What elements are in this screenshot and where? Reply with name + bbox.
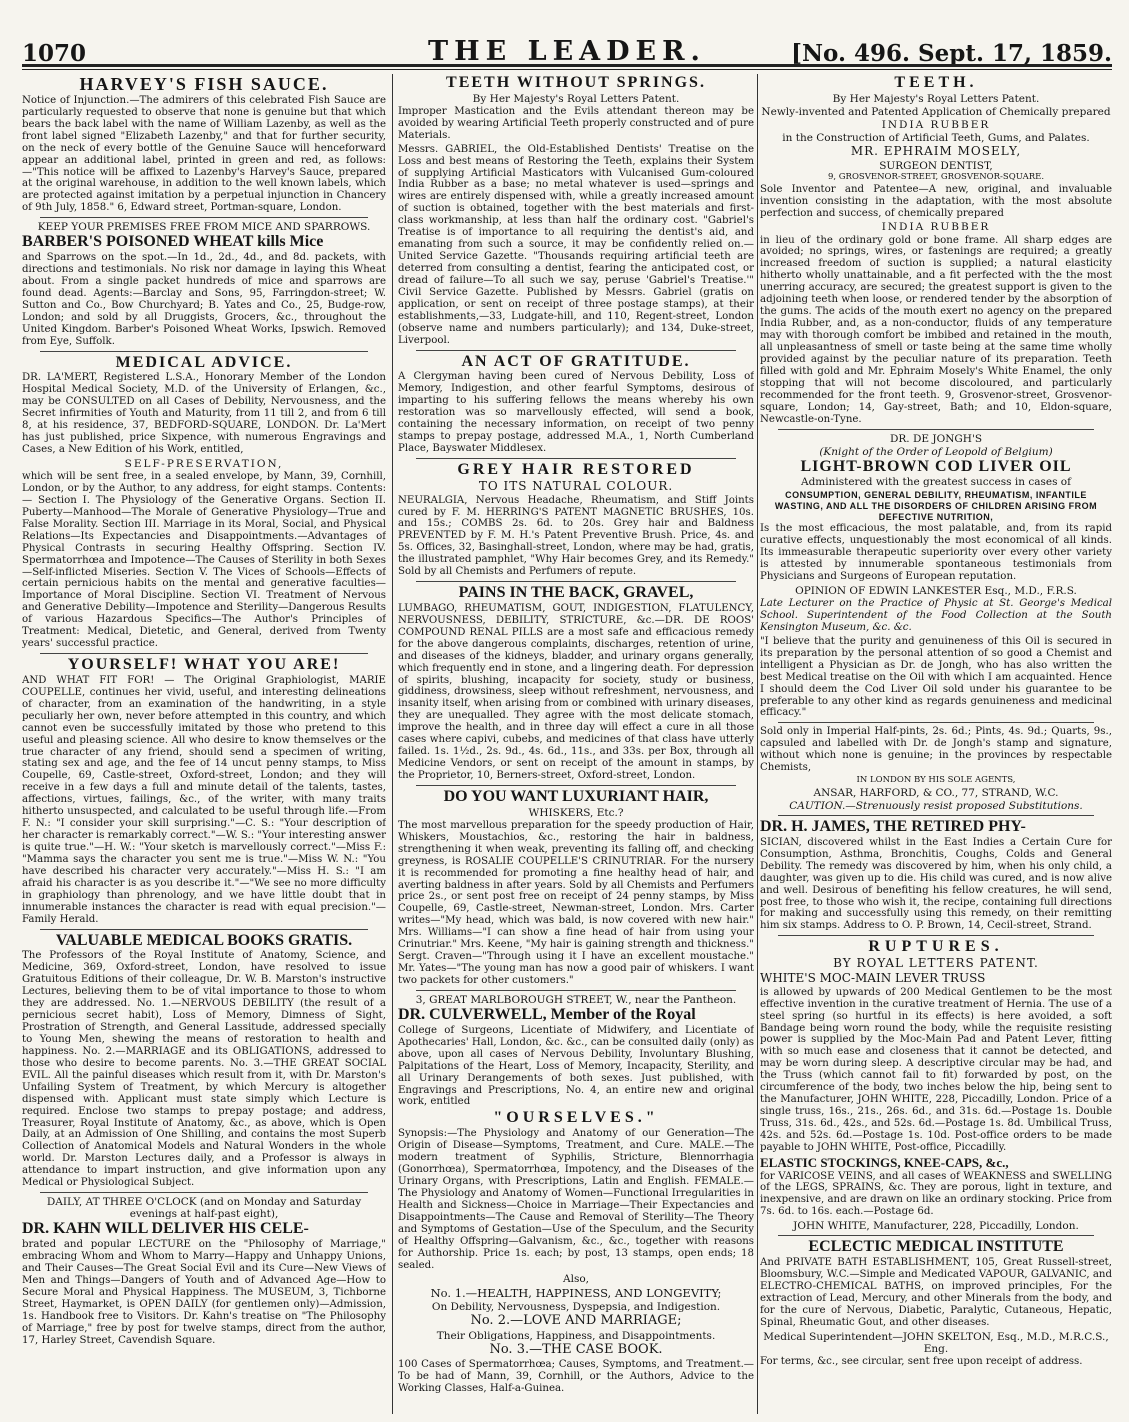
issue-date: [No. 496. Sept. 17, 1859.: [791, 40, 1112, 67]
ad-subtitle: BY ROYAL LETTERS PATENT.: [833, 956, 1039, 971]
masthead-rule-thin: [22, 69, 1112, 70]
ad-body: brated and popular LECTURE on the "Philosophy of Marriage," embracing Whom and Whom to Marry—Happy and Unhappy Unions, and Their Causes—The Great Social Evil and its Cure—New Views of Men and Things—Dangers of Youth and of Advanced Age—How to Secure Moral and Physical Happiness. The MUSEUM, 3, Tichborne Street, Haymarket, is OPEN DAILY (for gentlemen only)—Admission, 1s. Handbook free to Visitors. Dr. Kahn's treatise on "The Philosophy of Marriage," free by post for twelve stamps, direct from the author, 17, Harley Street, Cavendish Square.: [22, 1239, 386, 1346]
ad-subtitle: Also,: [563, 1273, 589, 1286]
ad-caps: CONSUMPTION, GENERAL DEBILITY, RHEUMATISM, INFANTILE WASTING, AND ALL THE DISORDERS OF CHILDREN ARISING FROM DEFECTIVE NUTRITION,: [774, 489, 1098, 523]
separator: [40, 929, 368, 930]
ad-heading: DR. CULVERWELL, Member of the Royal: [398, 1006, 696, 1024]
ad-body: 100 Cases of Spermatorrhœa; Causes, Symptoms, and Treatment.—To be had of Mann, 39, Cornhill, or the Authors, Advice to the Working Classes, Half-a-Guinea.: [398, 1358, 754, 1394]
ad-body: For terms, &c., see circular, sent free upon receipt of address.: [760, 1355, 1083, 1367]
ad-heading: DO YOU WANT LUXURIANT HAIR,: [443, 787, 709, 805]
masthead-rule: [22, 64, 1112, 67]
separator: [778, 1235, 1094, 1236]
ad-heading: BARBER'S POISONED WHEAT kills Mice: [22, 233, 324, 251]
ad-quote: "I believe that the purity and genuineness of this Oil is secured in its preparation by the personal attention of so good a Chemist and intelligent a Physician as Dr. de Jongh, who has also written the best Medical treatise on the Oil with which I am acquainted. Hence I should deem the Cod Liver Oil sold under his guarantee to be preferable to any other kind as regards genuineness and medicinal efficacy.": [760, 635, 1112, 719]
separator: [416, 458, 736, 459]
column-divider: [392, 74, 393, 1414]
ad-body: Improper Mastication and the Evils attendant thereon may be avoided by wearing Artificial Teeth properly constructed and of pure Materials.: [398, 105, 754, 141]
ad-kicker: 3, GREAT MARLBOROUGH STREET, W., near the Pantheon.: [415, 993, 737, 1006]
separator: [416, 581, 736, 582]
ad-body: Is the most efficacious, the most palatable, and, from its rapid curative effects, unquestionably the most economical of all kinds. Its immeasurable therapeutic superiority over every other variety is attested by innumerable spontaneous testimonials from Physicians and Surgeons of European reputation.: [760, 523, 1112, 583]
separator: [778, 722, 1094, 723]
separator: [778, 815, 1094, 816]
separator: [40, 351, 368, 352]
ad-body: AND WHAT FIT FOR! — The Original Graphiologist, MARIE COUPELLE, continues her vivid, useful, and interesting delineations of character, from an examination of the handwriting, in a style peculiarly her own, never before attempted in this country, and which cannot even be successfully imitated by those who pretend to this useful and pleasing science. All who desire to know themselves or the true character of any friend, should send a specimen of writing, stating sex and age, and the fee of 14 uncut penny stamps, to Miss Coupelle, 69, Castle-street, Oxford-street, London; and they will receive in a few days a full and minute detail of the talents, tastes, affections, virtues, failings, &c., of the writer, with many traits hitherto unsuspected, and calculated to be useful through life.—From F. N.: "I consider your skill surprising."—C. S.: "Your description of her character is remarkably correct."—W. S.: "Your interesting answer is quite true."—H. W.: "Your sketch is marvellously correct."—Miss F.: "Mamma says the character you sent me is true."—Miss W. N.: "You have described his character very accurately."—Miss H. S.: "I am afraid his character is as you describe it."—"We see no more difficulty in graphiology than phrenology, and we have little doubt that in innumerable instances the character is read with equal precision."—Family Herald.: [22, 674, 386, 925]
ad-agent: ANSAR, HARFORD, & CO., 77, STRAND, W.C.: [813, 786, 1059, 799]
ad-kicker: DR. DE JONGH'S: [889, 432, 983, 445]
ad-body: College of Surgeons, Licentiate of Midwifery, and Licentiate of Apothecaries' Hall, London, &c. &c., can be consulted daily (only) as above, upon all cases of Nervous Debility, Involuntary Blushing, Palpitations of the Heart, Loss of Memory, Incapacity, Sterility, and all Urinary Derangements of both sexes. Just published, with Engravings and Prescriptions, No. 4, an entire new and original work, entitled: [398, 1024, 754, 1108]
ad-body: Sold only in Imperial Half-pints, 2s. 6d.; Pints, 4s. 9d.; Quarts, 9s., capsuled and labelled with Dr. de Jongh's stamp and signature, without which none is genuine; in the provinces by respectable Chemists,: [760, 726, 1112, 774]
ad-body: The Professors of the Royal Institute of Anatomy, Science, and Medicine, 369, Oxford-street, London, have resolved to issue Gratuitous Editions of their colleague, Dr. W. B. Marston's instructive Lectures, believing them to be of vital importance to those to whom they are addressed. No. 1.—NERVOUS DEBILITY (the result of a pernicious secret habit), Loss of Memory, Dimness of Sight, Prostration of Strength, and General Lassitude, addressed specially to Young Men, shewing the means of restoration to health and happiness. No. 2.—MARRIAGE and its OBLIGATIONS, addressed to those who desire to become parents. No. 3.—THE GREAT SOCIAL EVIL. All the painful diseases which result from it, with Dr. Marston's Unfailing System of Treatment, by which Mercury is altogether dispensed with. Applicant must state simply which Lecture is required. Enclose two stamps to prepay postage; and address, Treasurer, Royal Institute of Anatomy, &c., as above, which is Open Daily, at an Admission of One Shilling, and contains the most Superb Collection of Anatomical Models and Natural Wonders in the whole world. Dr. Marston Lectures daily, and a Professor is always in attendance to impart instruction, and give information upon any Medical or Physiological Subject.: [22, 950, 386, 1189]
ad-subtitle: IN LONDON BY HIS SOLE AGENTS,: [856, 775, 1016, 786]
ad-heading: RUPTURES.: [868, 938, 1004, 956]
ad-subtitle: WHISKERS, Etc.?: [528, 806, 624, 819]
ad-heading: HARVEY'S FISH SAUCE.: [79, 74, 329, 94]
ad-heading: TEETH.: [894, 74, 978, 91]
ad-heading: ECLECTIC MEDICAL INSTITUTE: [808, 1238, 1064, 1256]
separator: [778, 429, 1094, 430]
ad-heading: VALUABLE MEDICAL BOOKS GRATIS.: [55, 931, 353, 949]
ad-subtitle: Newly-invented and Patented Application of Chemically prepared: [761, 105, 1111, 118]
ad-heading: DR. H. JAMES, THE RETIRED PHY-: [760, 818, 1026, 836]
ad-caution: CAUTION.—Strenuously resist proposed Substitutions.: [789, 799, 1083, 812]
separator: [416, 990, 736, 991]
book-item: No. 1.—HEALTH, HAPPINESS, AND LONGEVITY;: [430, 1285, 722, 1300]
ad-subtitle: INDIA RUBBER: [881, 221, 991, 234]
book-item-sub: Their Obligations, Happiness, and Disappointments.: [436, 1329, 716, 1342]
separator: [40, 1192, 368, 1193]
dentist-address: 9, GROSVENOR-STREET, GROSVENOR-SQUARE.: [827, 171, 1045, 182]
ad-subtitle: in the Construction of Artificial Teeth, Gums, and Palates.: [782, 131, 1090, 144]
ad-heading: TEETH WITHOUT SPRINGS.: [446, 74, 706, 91]
ad-heading: DR. KAHN WILL DELIVER HIS CELE-: [22, 1220, 309, 1238]
ad-kicker: DAILY, AT THREE O'CLOCK (and on Monday and Saturday evenings at half-past eight),: [46, 1196, 362, 1221]
ad-subtitle: Administered with the greatest success in cases of: [800, 476, 1072, 489]
ad-body: A Clergyman having been cured of Nervous Debility, Loss of Memory, Indigestion, and other fearful Symptoms, desirous of imparting to his suffering fellows the means whereby his own restoration was so marvellously effected, will send a book, containing the necessary information, on receipt of two penny stamps to prepay postage, addressed M.A., 1, North Cumberland Place, Bayswater Middlesex.: [398, 371, 754, 455]
ad-heading: GREY HAIR RESTORED: [457, 460, 695, 478]
ad-heading: PAINS IN THE BACK, GRAVEL,: [458, 584, 694, 602]
newspaper-title: THE LEADER.: [428, 36, 706, 67]
ad-body: and Sparrows on the spot.—In 1d., 2d., 4d., and 8d. packets, with directions and testimonials. No risk nor damage in laying this Wheat about. From a single packet hundreds of mice and sparrows are found dead. Agents:—Barclay and Sons, 95, Farringdon-street; W. Sutton and Co., Bow Churchyard; B. Yates and Co., 25, Budge-row, London; and sold by all Druggists, Grocers, &c., throughout the United Kingdom. Barber's Poisoned Wheat Works, Ipswich. Removed from Eye, Suffolk.: [22, 252, 386, 347]
ad-body: Messrs. GABRIEL, the Old-Established Dentists' Treatise on the Loss and best means of Restoring the Teeth, explains their System of supplying Artificial Masticators with Vulcanised Gum-coloured India Rubber as a base; no metal whatever is used—springs and wires are entirely dispensed with, while a greatly increased amount of suction is obtained, together with the best materials and first-class workmanship, at less than half the ordinary cost. "Gabriel's Treatise is of importance to all requiring the dentist's aid, and emanating from such a source, it may be confidently relied on.—United Service Gazette. "Thousands requiring artificial teeth are deterred from consulting a dentist, fearing the anticipated cost, or dread of failure—To all such we say, peruse 'Gabriel's Treatise.'" Civil Service Gazette. Published by Messrs. Gabriel (gratis on application, or sent on receipt of three postage stamps), at their establishments,—33, Ludgate-hill, and 110, Regent-street, London (observe name and numbers particularly); and 134, Duke-street, Liverpool.: [398, 143, 754, 346]
column-left: [22, 74, 386, 1414]
ad-body: LUMBAGO, RHEUMATISM, GOUT, INDIGESTION, FLATULENCY, NERVOUSNESS, DEBILITY, STRICTURE, &c.—DR. DE ROOS' COMPOUND RENAL PILLS are a most safe and efficacious remedy for the above dangerous complaints, discharges, retention of urine, and diseases of the kidneys, bladder, and urinary organs generally, which frequently end in stone, and a lingering death. For depression of spirits, blushing, incapacity for society, study or business, giddiness, drowsiness, sleep without refreshment, nervousness, and insanity itself, when arising from or combined with urinary diseases, they are unequalled. They agree with the most delicate stomach, improve the health, and in three day will effect a cure in all those cases where capivi, cubebs, and medicines of that class have utterly failed. 1s. 1½d., 2s. 9d., 4s. 6d., 11s., and 33s. per Box, through all Medicine Vendors, or sent on receipt of the amount in stamps, by the Proprietor, 10, Berners-street, Oxford-street, London.: [398, 602, 754, 782]
ad-signature: JOHN WHITE, Manufacturer, 228, Piccadilly, London.: [793, 1220, 1079, 1233]
masthead: [22, 30, 1112, 67]
ad-superintendent: Medical Superintendent—JOHN SKELTON, Esq., M.D., M.R.C.S., Eng.: [763, 1330, 1109, 1355]
book-item: No. 3.—THE CASE BOOK.: [489, 1341, 663, 1357]
ad-subtitle: By Her Majesty's Royal Letters Patent.: [832, 92, 1040, 105]
separator: [416, 350, 736, 351]
ad-body: And PRIVATE BATH ESTABLISHMENT, 105, Great Russell-street, Bloomsbury, W.C.—Simple and Medicated VAPOUR, GALVANIC, and ELECTRO-CHEMICAL BATHS, on improved principles, For the extraction of Lead, Mercury, and other Minerals from the body, and for the cure of Nervous, Diabetic, Paralytic, Cutaneous, Hepatic, Spinal, Rheumatic Gout, and other diseases.: [760, 1257, 1112, 1328]
dentist-name: MR. EPHRAIM MOSELY,: [850, 144, 1022, 159]
ad-body: Sole Inventor and Patentee—A new, original, and invaluable invention consisting in the adaptation, with the most absolute perfection and success, of chemically prepared: [760, 183, 1112, 219]
ad-opinion-role: Late Lecturer on the Practice of Physic at St. George's Medical School. Superintendent of the Food Collection at the South Kensington Museum, &c. &c.: [760, 598, 1112, 633]
ad-heading: LIGHT-BROWN COD LIVER OIL: [800, 457, 1072, 475]
ad-subtitle: INDIA RUBBER: [881, 118, 991, 131]
ad-body: NEURALGIA, Nervous Headache, Rheumatism, and Stiff Joints cured by F. M. HERRING'S PATENT MAGNETIC BRUSHES, 10s. and 15s.; COMBS 2s. 6d. to 20s. Grey hair and Baldness PREVENTED by F. M. H.'s Patent Preventive Brush. Price, 4s. and 5s. Offices, 32, Basinghall-street, London, where may be had, gratis, the illustrated pamphlet, "Why Hair becomes Grey, and its Remedy." Sold by all Chemists and Perfumers of repute.: [398, 494, 754, 578]
column-divider: [757, 74, 758, 1414]
ad-subtitle: TO ITS NATURAL COLOUR.: [478, 478, 674, 493]
ad-heading: MEDICAL ADVICE.: [115, 353, 293, 371]
ad-kicker: (Knight of the Order of Leopold of Belgium): [819, 445, 1053, 458]
page-number: 1070: [22, 40, 87, 67]
ad-body: is allowed by upwards of 200 Medical Gentlemen to be the most effective invention in the curative treatment of Hernia. The use of a steel spring (so hurtful in its effects) is here avoided, a soft Bandage being worn round the body, while the requisite resisting power is supplied by the Moc-Main Pad and Patent Lever, fitting with so much ease and closeness that it cannot be detected, and may be worn during sleep. A descriptive circular may be had, and the Truss (which cannot fail to fit) forwarded by post, on the circumference of the body, two inches below the hip, being sent to the Manufacturer, JOHN WHITE, 228, Piccadilly, London. Price of a single truss, 16s., 21s., 26s. 6d., and 31s. 6d.—Postage 1s. Double Truss, 31s. 6d., 42s., and 52s. 6d.—Postage 1s. 8d. Umbilical Truss, 42s. and 52s. 6d.—Postage 1s. 10d. Post-office orders to be made payable to JOHN WHITE, Post-office, Piccadilly.: [760, 986, 1112, 1153]
dentist-role: SURGEON DENTIST,: [879, 159, 993, 172]
ad-subtitle: SELF-PRESERVATION,: [124, 457, 284, 470]
separator: [778, 935, 1094, 936]
book-item-sub: On Debility, Nervousness, Dyspepsia, and Indigestion.: [431, 1300, 721, 1313]
ad-lead: WHITE'S MOC-MAIN LEVER TRUSS: [760, 970, 986, 985]
column-right: [760, 74, 1112, 1414]
book-item: No. 2.—LOVE AND MARRIAGE;: [470, 1312, 682, 1328]
ad-body: in lieu of the ordinary gold or bone frame. All sharp edges are avoided; no springs, wires, or fastenings are required; a greatly increased freedom of suction is supplied; a natural elasticity hitherto wholly unattainable, and a fit perfected with the the most unerring accuracy, are secured; the greatest support is given to the adjoining teeth when loose, or rendered tender by the absorption of the gums. The acids of the mouth exert no agency on the prepared India Rubber, and, as a non-conductor, fluids of any temperature may with thorough comfort be imbibed and retained in the mouth, all unpleasantness of smell or taste being at the same time wholly provided against by the peculiar nature of its preparation. Teeth filled with gold and Mr. Ephraim Mosely's White Enamel, the only stopping that will not become discoloured, and particularly recommended for the front teeth. 9, Grosvenor-street, Grosvenor-square, London; 14, Gay-street, Bath; and 10, Eldon-square, Newcastle-on-Tyne.: [760, 234, 1112, 425]
ad-body: for VARICOSE VEINS, and all cases of WEAKNESS and SWELLING of the LEGS, SPRAINS, &c. They are porous, light in texture, and inexpensive, and are drawn on like an ordinary stocking. Price from 7s. 6d. to 16s. each.—Postage 6d.: [760, 1170, 1112, 1218]
separator: [40, 653, 368, 654]
ad-heading: AN ACT OF GRATITUDE.: [461, 352, 691, 370]
ad-body: The most marvellous preparation for the speedy production of Hair, Whiskers, Moustachios, &c., restoring the hair in baldness, strengthening it when weak, preventing its falling off, and checking greyness, is ROSALIE COUPELLE'S CRINUTRIAR. For the nursery it is recommended for promoting a fine healthy head of hair, and averting baldness in after years. Sold by all Chemists and Perfumers price 2s., or sent post free on receipt of 24 penny stamps, by Miss Coupelle, 69, Castle-street, Newman-street, London. Mrs. Carter writes—"My head, which was bald, is now covered with new hair." Mrs. Williams—"I can show a fine head of hair from using your Crinutriar." Mrs. Keene, "My hair is gaining strength and thickness." Sergt. Craven—"Through using it I have an excellent moustache." Mr. Yates—"The young man has now a good pair of whiskers. I want two packets for other customers.": [398, 819, 754, 987]
ad-heading: ELASTIC STOCKINGS, KNEE-CAPS, &c.,: [760, 1154, 1009, 1170]
column-middle: [398, 74, 754, 1414]
ad-body: Synopsis:—The Physiology and Anatomy of our Generation—The Origin of Disease—Symptoms, Treatment, and Cure. MALE.—The modern treatment of Syphilis, Stricture, Blennorrhagia (Gonorrhœa), Spermatorrhœa, Impotency, and the Diseases of the Urinary Organs, with Prescriptions, Latin and English. FEMALE.—The Physiology and Anatomy of Women—Functional Irregularities in Health and Sickness—Choice in Marriage—Their Expectancies and Disappointments—The Cause and Removal of Sterility—The Theory and Symptoms of Gestation—Use of the Speculum, and the Security of Healthy Offspring—Galvanism, &c., &c., together with reasons for Authorship. Price 1s. each; by post, 13 stamps, open ends; 18 sealed.: [398, 1128, 754, 1271]
ad-opinion: OPINION OF EDWIN LANKESTER Esq., M.D., F.R.S.: [795, 584, 1077, 597]
separator: [416, 785, 736, 786]
ad-body: which will be sent free, in a sealed envelope, by Mann, 39, Cornhill, London, or by the Author, to any address, for eight stamps. Contents:— Section I. The Physiology of the Generative Organs. Section II. Puberty—Manhood—The Morale of Generative Physiology—True and False Morality. Section III. Marriage in its Moral, Social, and Physical Relations—Its Expectancies and Disappointments.—Advantages of Physical Contrasts in securing Healthy Offspring. Section IV. Spermatorrhœa and Impotence—The Causes of Sterility in both Sexes—Self-inflicted Miseries. Section V. The Vices of Schools—Effects of certain pernicious habits on the mental and generative faculties—Importance of Moral Discipline. Section VI. Treatment of Nervous and Generative Debility—Impotence and Sterility—Dangerous Results of various Hazardous Specifics—The Author's Principles of Treatment: Medical, Dietetic, and General, derived from Twenty years' successful practice.: [22, 471, 386, 650]
ad-heading: YOURSELF! WHAT YOU ARE!: [67, 656, 341, 674]
book-title: "OURSELVES.": [493, 1109, 659, 1127]
ad-body: Notice of Injunction.—The admirers of this celebrated Fish Sauce are particularly requested to observe that none is genuine but that which bears the back label with the name of William Lazenby, as well as the front label signed "Elizabeth Lazenby," and that for further security, on the neck of every bottle of the Genuine Sauce will henceforward appear an additional label, printed in green and red, as follows:—"This notice will be affixed to Lazenby's Harvey's Sauce, prepared at the original warehouse, in addition to the well known labels, which are protected against imitation by a perpetual injunction in Chancery of 9th July, 1858." 6, Edward street, Portman-square, London.: [22, 94, 386, 214]
ad-kicker: KEEP YOUR PREMISES FREE FROM MICE AND SPARROWS.: [37, 221, 371, 234]
ad-body: SICIAN, discovered whilst in the East Indies a Certain Cure for Consumption, Asthma, Bronchitis, Coughs, Colds and General Debility. The remedy was discovered by him, when his only child, a daughter, was given up to die. His child was cured, and is now alive and well. Desirous of benefiting his fellow creatures, he will send, post free, to those who wish it, the recipe, containing full directions for making and successfully using this remedy, on their remitting him six stamps. Address to O. P. Brown, 14, Cecil-street, Strand.: [760, 836, 1112, 932]
separator: [40, 217, 368, 218]
ad-subtitle: By Her Majesty's Royal Letters Patent.: [472, 92, 680, 105]
ad-body: DR. LA'MERT, Registered L.S.A., Honorary Member of the London Hospital Medical Society, M.D. of the University of Erlangen, &c., may be CONSULTED on all Cases of Debility, Nervousness, and the Secret infirmities of Youth and Maturity, from 11 till 2, and from 6 till 8, at his residence, 37, BEDFORD-SQUARE, LONDON. Dr. La'Mert has just published, price Sixpence, with numerous Engravings and Cases, a New Edition of his Work, entitled,: [22, 372, 386, 456]
